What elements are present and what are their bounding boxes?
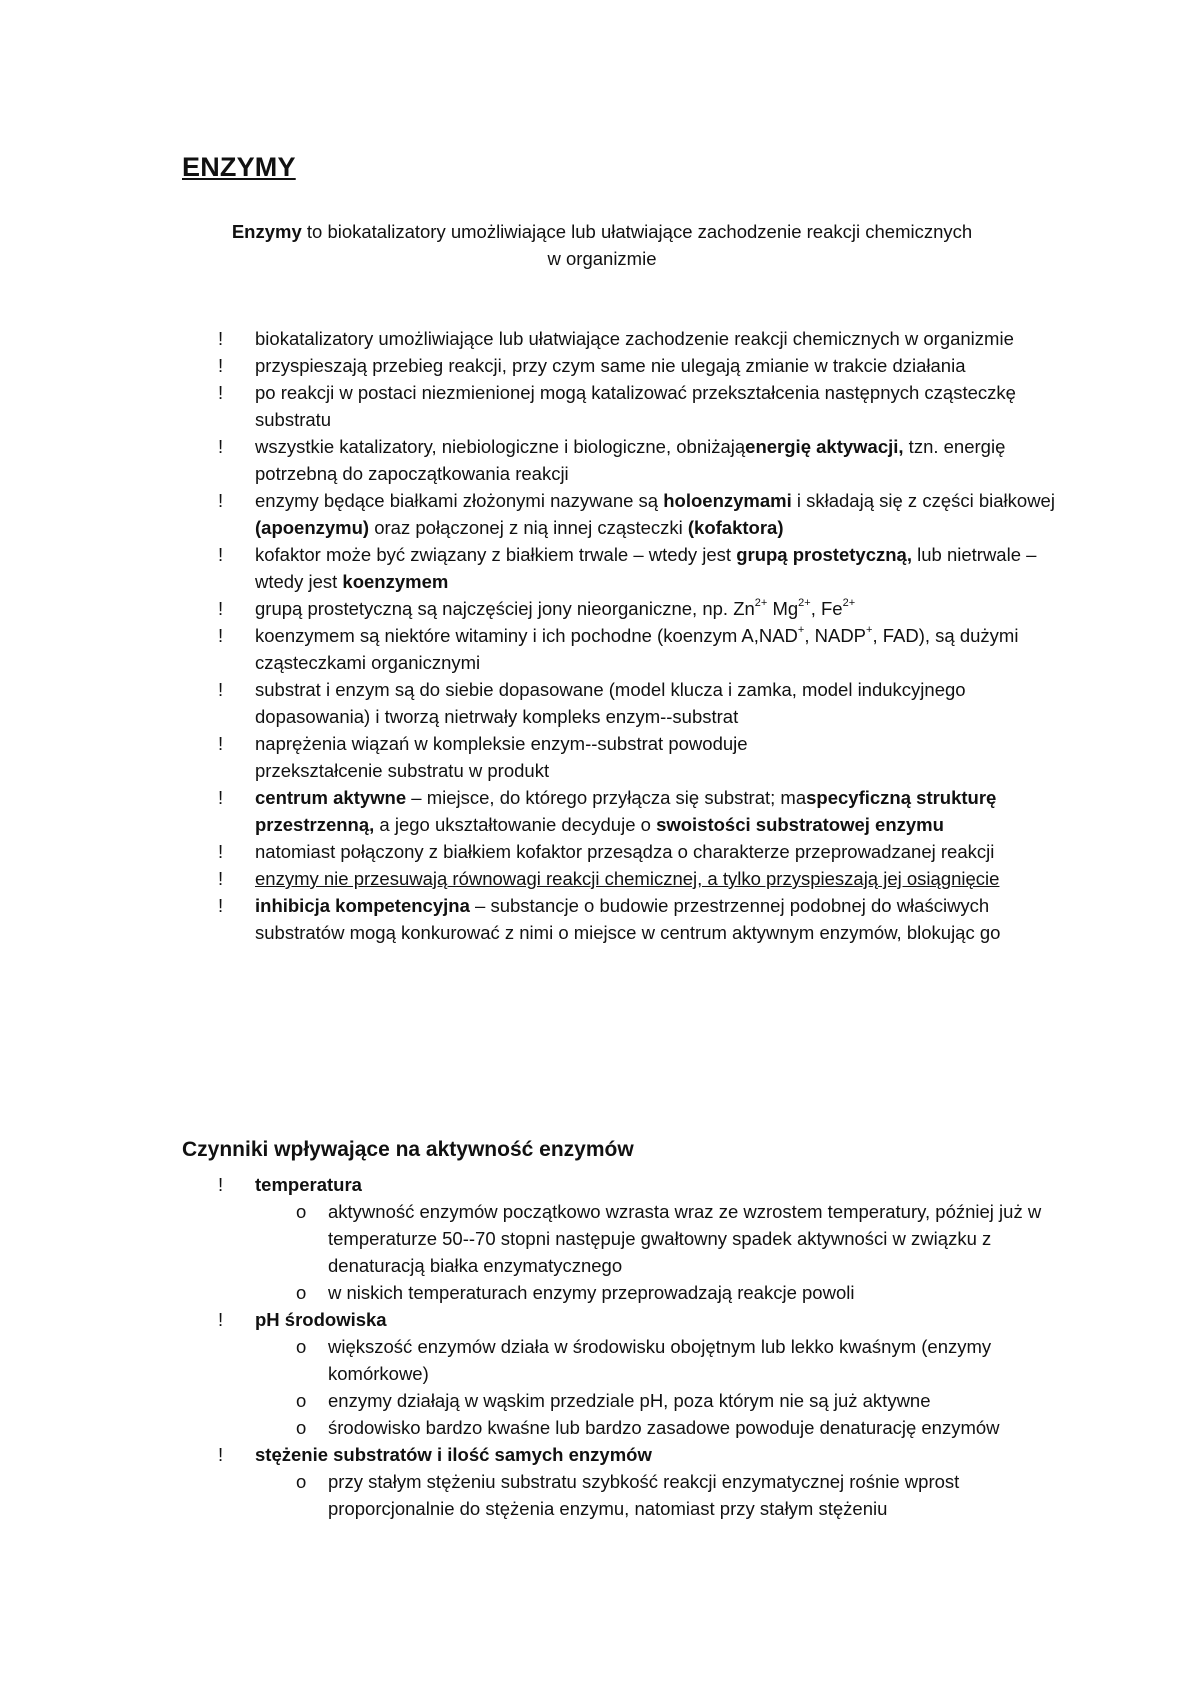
- intro-text: to biokatalizatory umożliwiające lub ułatwiające zachodzenie reakcji chemicznych: [301, 221, 973, 242]
- intro-paragraph: [182, 218, 1022, 272]
- bullet-mark: !: [218, 1174, 224, 1195]
- section-heading: Czynniki wpływające na aktywność enzymów: [182, 1138, 634, 1161]
- enzyme-facts-list: [182, 325, 1062, 946]
- sub-list-item: o przy stałym stężeniu substratu szybkość reakcji enzymatycznej rośnie wprost proporcjonalnie do stężenia enzymu, natomiast przy stałym stężeniu: [182, 1468, 1062, 1522]
- temperature-sublist: [182, 1198, 1062, 1522]
- list-item: ! przyspieszają przebieg reakcji, przy czym same nie ulegają zmianie w trakcie działania: [182, 352, 1062, 379]
- list-item-concentration: ! stężenie substratów i ilość samych enzymów: [182, 1441, 1062, 1468]
- sub-bullet-mark: o: [296, 1471, 307, 1492]
- bullet-mark: !: [218, 868, 224, 889]
- bullet-mark: !: [218, 355, 224, 376]
- bullet-mark: !: [218, 436, 224, 457]
- list-item-temperature: ! temperatura: [182, 1171, 1062, 1198]
- bullet-mark: !: [218, 544, 224, 565]
- sub-bullet-mark: o: [296, 1417, 307, 1438]
- list-item: ! biokatalizatory umożliwiające lub ułatwiające zachodzenie reakcji chemicznych w organizmie: [182, 325, 1062, 352]
- sub-bullet-mark: o: [296, 1336, 307, 1357]
- bullet-mark: !: [218, 382, 224, 403]
- sub-list-item: o w niskich temperaturach enzymy przeprowadzają reakcje powoli: [182, 1279, 1062, 1306]
- list-item: ! naprężenia wiązań w kompleksie enzym--substrat powoduje przekształcenie substratu w produkt: [182, 730, 1062, 784]
- intro-text-line2: w organizmie: [547, 248, 657, 269]
- bullet-mark: !: [218, 679, 224, 700]
- bullet-mark: !: [218, 625, 224, 646]
- sub-list-item: o większość enzymów działa w środowisku obojętnym lub lekko kwaśnym (enzymy komórkowe): [182, 1333, 1062, 1387]
- sub-list-item: o środowisko bardzo kwaśne lub bardzo zasadowe powoduje denaturację enzymów: [182, 1414, 1062, 1441]
- list-item: ! substrat i enzym są do siebie dopasowane (model klucza i zamka, model indukcyjnego dopasowania) i tworzą nietrwały kompleks enzym--substrat: [182, 676, 1062, 730]
- list-item: ! enzymy będące białkami złożonymi nazywane są holoenzymami i składają się z części białkowej (apoenzymu) oraz połączonej z nią innej cząsteczki (kofaktora): [182, 487, 1062, 541]
- bullet-mark: !: [218, 598, 224, 619]
- sub-list-item: o aktywność enzymów początkowo wzrasta wraz ze wzrostem temperatury, później już w temperaturze 50--70 stopni następuje gwałtowny spadek aktywności w związku z denaturacją białka enzymatycznego: [182, 1198, 1062, 1279]
- list-item: ! grupą prostetyczną są najczęściej jony nieorganiczne, np. $Zn^{2+}$ $Mg^{2+}$, $Fe^{2+}$: [182, 595, 1062, 622]
- factors-list: [182, 1171, 1062, 1198]
- bullet-mark: !: [218, 490, 224, 511]
- bullet-mark: !: [218, 787, 224, 808]
- bullet-mark: !: [218, 1444, 224, 1465]
- list-item: ! po reakcji w postaci niezmienionej mogą katalizować przekształcenia następnych cząsteczkę substratu: [182, 379, 1062, 433]
- bullet-mark: !: [218, 895, 224, 916]
- list-item: ! inhibicja kompetencyjna – substancje o budowie przestrzennej podobnej do właściwych substratów mogą konkurować z nimi o miejsce w centrum aktywnym enzymów, blokując go: [182, 892, 1062, 946]
- page-title: ENZYMY: [182, 152, 296, 182]
- bullet-mark: !: [218, 733, 224, 754]
- sub-bullet-mark: o: [296, 1390, 307, 1411]
- list-item: ! natomiast połączony z białkiem kofaktor przesądza o charakterze przeprowadzanej reakcji: [182, 838, 1062, 865]
- bullet-mark: !: [218, 841, 224, 862]
- intro-term: Enzymy: [231, 221, 302, 242]
- list-item: ! wszystkie katalizatory, niebiologiczne i biologiczne, obniżająenergię aktywacji, tzn. energię potrzebną do zapoczątkowania reakcji: [182, 433, 1062, 487]
- list-item-ph: ! pH środowiska: [182, 1306, 1062, 1333]
- list-item: ! kofaktor może być związany z białkiem trwale – wtedy jest grupą prostetyczną, lub nietrwale – wtedy jest koenzymem: [182, 541, 1062, 595]
- underlined-statement: enzymy nie przesuwają równowagi reakcji chemicznej, a tylko przyspieszają jej osiągnięcie: [255, 868, 1000, 889]
- sub-bullet-mark: o: [296, 1282, 307, 1303]
- list-item: ! koenzymem są niektóre witaminy i ich pochodne (koenzym A,NAD+, NADP+, FAD), są dużymi cząsteczkami organicznymi: [218, 624, 1019, 673]
- sub-list-item: o enzymy działają w wąskim przedziale pH, poza którym nie są już aktywne: [182, 1387, 1062, 1414]
- sub-bullet-mark: o: [296, 1201, 307, 1222]
- list-item: [182, 865, 1062, 892]
- bullet-mark: !: [218, 1309, 224, 1330]
- list-item: ! centrum aktywne – miejsce, do którego przyłącza się substrat; maspecyficzną strukturę przestrzenną, a jego ukształtowanie decyduje o swoistości substratowej enzymu: [182, 784, 1062, 838]
- bullet-mark: !: [218, 328, 224, 349]
